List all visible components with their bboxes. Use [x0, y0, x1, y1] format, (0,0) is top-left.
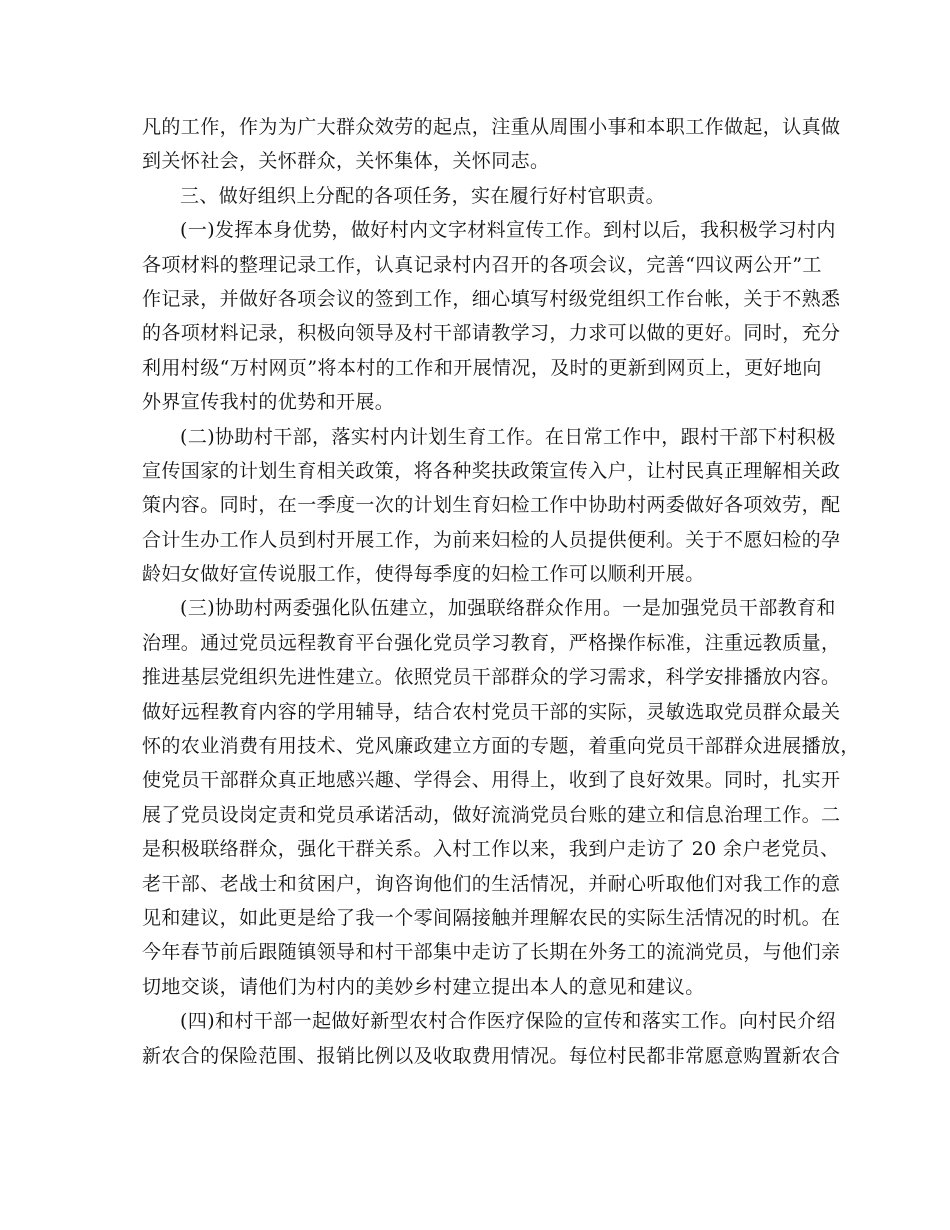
text-line: 见和建议，如此更是给了我一个零间隔接触并理解农民的实际生活情况的时机。在 — [142, 906, 841, 929]
text-line: 展了党员设岗定责和党员承诺活动，做好流淌党员台账的建立和信息治理工作。二 — [142, 803, 841, 826]
text-line: 策内容。同时，在一季度一次的计划生育妇检工作中协助村两委做好各项效劳，配 — [142, 494, 841, 517]
text-line: 老干部、老战士和贫困户，询咨询他们的生活情况，并耐心听取他们对我工作的意 — [142, 872, 841, 895]
text-line: 利用村级“万村网页”将本村的工作和开展情况，及时的更新到网页上，更好地向 — [142, 356, 822, 379]
text-line: 做好远程教育内容的学用辅导，结合农村党员干部的实际，灵敏选取党员群众最关 — [142, 700, 841, 723]
text-line: 怀的农业消费有用技术、党风廉政建立方面的专题，着重向党员干部群众进展播放， — [142, 735, 860, 758]
paragraph-first-line: (二)协助村干部，落实村内计划生育工作。在日常工作中，跟村干部下村积极 — [180, 425, 836, 448]
section-heading: 三、做好组织上分配的各项任务，实在履行好村官职责。 — [180, 184, 666, 207]
text-line: 治理。通过党员远程教育平台强化党员学习教育，严格操作标准，注重远教质量， — [142, 631, 841, 654]
text-line: 新农合的保险范围、报销比例以及收取费用情况。每位村民都非常愿意购置新农合 — [142, 1044, 841, 1067]
paragraph-first-line: (一)发挥本身优势，做好村内文字材料宣传工作。到村以后，我积极学习村内 — [180, 219, 836, 242]
text-line: 各项材料的整理记录工作，认真记录村内召开的各项会议，完善“四议两公开”工 — [142, 253, 822, 276]
text-line: 作记录，并做好各项会议的签到工作，细心填写村级党组织工作台帐，关于不熟悉 — [142, 287, 841, 310]
text-line: 合计生办工作人员到村开展工作，为前来妇检的人员提供便利。关于不愿妇检的孕 — [142, 528, 841, 551]
text-line: 的各项材料记录，积极向领导及村干部请教学习，力求可以做的更好。同时，充分 — [142, 322, 841, 345]
text-line: 今年春节前后跟随镇领导和村干部集中走访了长期在外务工的流淌党员，与他们亲 — [142, 941, 841, 964]
text-line: 是积极联络群众，强化干群关系。入村工作以来，我到户走访了 20 余户老党员、 — [142, 838, 840, 861]
document-body — [142, 110, 860, 1073]
text-line: 宣传国家的计划生育相关政策，将各种奖扶政策宣传入户，让村民真正理解相关政 — [142, 459, 841, 482]
text-line: 使党员干部群众真正地感兴趣、学得会、用得上，收到了良好效果。同时，扎实开 — [142, 769, 841, 792]
text-line: 切地交谈，请他们为村内的美妙乡村建立提出本人的意见和建议。 — [142, 975, 705, 998]
text-line: 外界宣传我村的优势和开展。 — [142, 391, 395, 414]
paragraph-first-line: (三)协助村两委强化队伍建立，加强联络群众作用。一是加强党员干部教育和 — [180, 597, 836, 620]
paragraph-first-line: (四)和村干部一起做好新型农村合作医疗保险的宣传和落实工作。向村民介绍 — [180, 1010, 836, 1033]
text-line: 推进基层党组织先进性建立。依照党员干部群众的学习需求，科学安排播放内容。 — [142, 666, 841, 689]
text-line: 凡的工作，作为为广大群众效劳的起点，注重从周围小事和本职工作做起，认真做 — [142, 116, 841, 138]
text-line: 龄妇女做好宣传说服工作，使得每季度的妇检工作可以顺利开展。 — [142, 563, 705, 586]
text-line: 到关怀社会，关怀群众，关怀集体，关怀同志。 — [142, 150, 550, 173]
